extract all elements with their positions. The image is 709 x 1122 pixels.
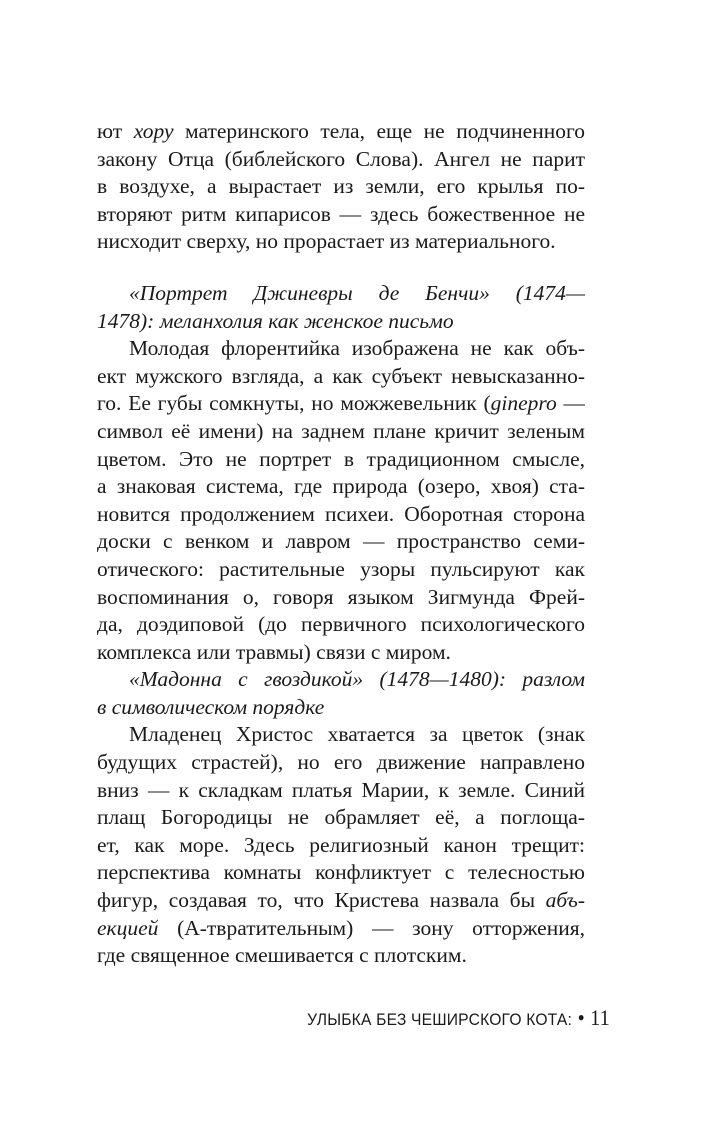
text-line: закону Отца (библейского Слова). Ангел не парит: [97, 146, 585, 171]
text-line: новится продолжением психеи. Оборотная сторона: [97, 501, 585, 526]
text-line: фигур, создавая то, что Кристева назвала бы абъ-: [97, 888, 585, 913]
text-line: го. Ее губы сомкнуты, но можжевельник (ginepro —: [97, 391, 585, 416]
page-footer: [307, 1003, 610, 1033]
text-line: будущих страстей), но его движение направлено: [97, 750, 585, 775]
text-line: ют хору материнского тела, еще не подчиненного: [97, 119, 585, 143]
heading-line: 1478): меланхолия как женское письмо: [97, 308, 454, 333]
paragraph-3: [97, 721, 585, 969]
text-line: екцией (А-твратительным) — зону отторжения,: [97, 915, 585, 940]
heading-line: в символическом порядке: [97, 694, 325, 719]
text-line: а знаковая система, где природа (озеро, хвоя) ста-: [97, 474, 585, 499]
text-line: ект мужского взгляда, а как субъект невысказанно-: [97, 363, 585, 388]
text-line: Младенец Христос хватается за цветок (знак: [129, 722, 585, 747]
text-line: нисходит сверху, но прорастает из материального.: [97, 229, 556, 254]
text-line: в воздухе, а вырастает из земли, его крылья по-: [97, 174, 585, 199]
heading-line: «Портрет Джиневры де Бенчи» (1474—: [129, 280, 585, 305]
text-line: доски с венком и лавром — пространство семи-: [97, 529, 585, 554]
body-text: [97, 118, 585, 970]
text-line: да, доэдиповой (до первичного психологического: [97, 612, 585, 637]
section-heading-madonna: [97, 666, 585, 721]
text-line: Молодая флорентийка изображена не как объ-: [129, 336, 585, 361]
text-line: цветом. Это не портрет в традиционном смысле,: [97, 446, 585, 471]
text-line: перспектива комнаты конфликтует с телесностью: [97, 860, 585, 885]
text-line: воспоминания о, говоря языком Зигмунда Фрей-: [97, 584, 585, 609]
text-line: где священное смешивается с плотским.: [97, 943, 467, 968]
text-line: отического: растительные узоры пульсируют как: [97, 556, 585, 581]
running-title: УЛЫБКА БЕЗ ЧЕШИРСКОГО КОТА:: [307, 1010, 573, 1029]
text-line: ет, как море. Здесь религиозный канон трещит:: [97, 832, 585, 857]
section-heading-ginevra: [97, 280, 585, 335]
text-line: вниз — к складкам платья Марии, к земле. Синий: [97, 777, 585, 802]
page-number: • 11: [577, 1005, 610, 1030]
text-line: плащ Богородицы не обрамляет её, а поглоща-: [97, 805, 585, 830]
heading-line: «Мадонна с гвоздикой» (1478—1480): разлом: [129, 667, 585, 692]
paragraph-1: [97, 118, 585, 256]
paragraph-2: [97, 335, 585, 666]
text-line: вторяют ритм кипарисов — здесь божественное не: [97, 201, 585, 226]
text-line: символ её имени) на заднем плане кричит зеленым: [97, 418, 585, 443]
text-line: комплекса или травмы) связи с миром.: [97, 639, 451, 664]
